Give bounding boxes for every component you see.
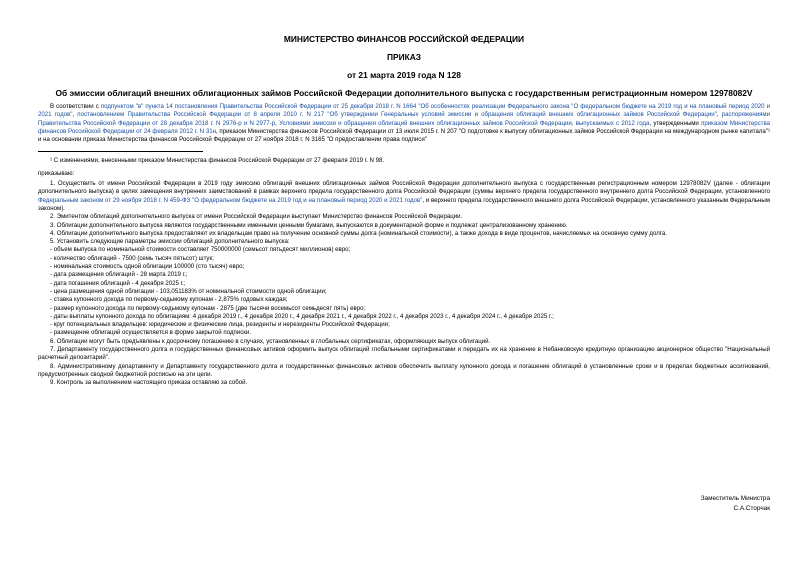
signatory-position: Заместитель Министра xyxy=(700,495,770,502)
preamble-text: , утвержденными xyxy=(649,119,702,127)
item-5: 5. Установить следующие параметры эмиссии облигаций дополнительного выпуска: xyxy=(50,238,290,246)
item-6: 6. Облигации могут быть предъявлены к досрочному погашению в случаях, установленных в глобальных сертификатах, оформляющих выпуск облигаций. xyxy=(50,337,491,345)
preamble-text: В соответствии с xyxy=(50,103,101,110)
preamble-text: , xyxy=(72,111,78,119)
link-federal-law-459fz[interactable]: Федеральным законом от 29 ноября 2018 г. N 459-ФЗ "О федеральном бюджете на 2019 год и на плановый период 2020 и 2021 годов" xyxy=(38,196,423,204)
preamble-text: , xyxy=(716,111,722,119)
link-minfin-order-31n[interactable]: приказом Министерства финансов Российской Федерации от 24 февраля 2012 г. N 31н xyxy=(38,119,771,135)
preamble-text: , приказом Министерства финансов Российской Федерации от 13 июля 2015 г. N 207 "О подготовке к выпуску облигационных займов Российской Федерации на международном рынке капитала"¹ и на основании приказа Министерства финансов Российской Федерации от 27 ноября 2018 г. N 3165 "О предоставлении права подписи" xyxy=(38,127,770,144)
list-item: - дата погашения облигаций - 4 декабря 2025 г.; xyxy=(50,279,186,287)
link-government-decree-217[interactable]: постановлением Правительства Российской Федерации от 8 апреля 2010 г. N 217 "Об утверждении Генеральных условий эмиссии и обращения облигаций внешних облигационных займов Российской Федерации" xyxy=(77,111,717,119)
preamble-text: , xyxy=(275,119,280,127)
signature-block xyxy=(630,494,770,514)
order-date-number: от 21 марта 2019 года N 128 xyxy=(347,70,461,80)
list-item: - ставка купонного дохода по первому-седьмому купонам - 2,875% годовых каждая; xyxy=(50,296,288,304)
list-item: - размещение облигаций осуществляется в форме закрытой подписки. xyxy=(50,329,252,337)
item-text: , и верхнего предела государственного внешнего долга Российской Федерации, установленного указанным Федеральным законом). xyxy=(38,196,770,212)
preamble-paragraph xyxy=(38,103,770,144)
link-government-decree-1664[interactable]: подпунктом "в" пункта 14 постановления Правительства Российской Федерации от 25 декабря 2018 г. N 1664 "Об особенностях реализации Федерального закона "О федеральном бюджете на 2019 год и на плановый период 2020 и 2021 годов" xyxy=(38,103,771,119)
list-item: - количество облигаций - 7500 (семь тысяч пятьсот) штук; xyxy=(50,254,214,262)
item-3: 3. Облигации дополнительного выпуска являются государственными именными ценными бумагами, выпускаются в документарной форме и подлежат централизованному хранению. xyxy=(50,221,568,229)
orders-word: приказываю: xyxy=(38,169,75,177)
issue-parameters-list xyxy=(38,246,770,337)
signatory-name: С.А.Сторчак xyxy=(733,505,770,512)
link-issue-conditions[interactable]: Условиями эмиссии и обращения облигаций внешних облигационных займов Российской Федерации, выпускаемых с 2012 года xyxy=(279,119,650,127)
list-item: - цена размещения одной облигации - 103,051183% от номинальной стоимости одной облигации; xyxy=(50,287,327,295)
document-page xyxy=(38,34,770,388)
item-1 xyxy=(38,180,770,213)
item-4: 4. Облигации дополнительного выпуска предоставляют их владельцам право на получение основной суммы долга (номинальной стоимости), а также дохода в виде процентов, начисляемых на основную сумму долга. xyxy=(50,229,667,237)
item-9: 9. Контроль за выполнением настоящего приказа оставляю за собой. xyxy=(50,379,248,387)
ministry-heading: МИНИСТЕРСТВО ФИНАНСОВ РОССИЙСКОЙ ФЕДЕРАЦИИ xyxy=(283,34,525,44)
footnote: ¹ С изменениями, внесенными приказом Министерства финансов Российской Федерации от 27 февраля 2019 г. N 98. xyxy=(50,157,385,165)
list-item: - даты выплаты купонного дохода по облигациям: 4 декабря 2019 г., 4 декабря 2020 г., 4 декабря 2021 г., 4 декабря 2022 г., 4 декабря 2023 г., 4 декабря 2024 г., 4 декабря 2025 г.; xyxy=(50,312,554,320)
list-item: - дата размещения облигаций - 28 марта 2019 г.; xyxy=(50,271,188,279)
list-item: - размер купонного дохода по первому-седьмому купонам - 2875 (две тысячи восемьсот семьдесят пять) евро; xyxy=(50,304,366,312)
footnote-divider xyxy=(38,151,203,152)
list-item: - объем выпуска по номинальной стоимости составляет 750000000 (семьсот пятьдесят миллионов) евро; xyxy=(50,246,351,254)
list-item: - круг потенциальных владельцев: юридические и физические лица, резиденты и нерезиденты Российской Федерации; xyxy=(50,321,390,329)
order-heading: ПРИКАЗ xyxy=(386,52,422,62)
link-government-orders-2976-2977[interactable]: распоряжениями Правительства Российской Федерации от 28 декабря 2018 г. N 2976-р и N 2977-р xyxy=(38,111,770,127)
item-8: 8. Административному департаменту и Департаменту государственного долга и государственных финансовых активов обеспечить выплату купонного дохода и погашение облигаций в установленные сроки и в пределах бюджетных ассигнований, предусмотренных сводной бюджетной росписью на эти цели. xyxy=(38,362,770,378)
list-item: - номинальная стоимость одной облигации 100000 (сто тысяч) евро; xyxy=(50,263,245,271)
item-7: 7. Департаменту государственного долга и государственных финансовых активов оформить выпуск облигаций глобальными сертификатами и передать их на хранение в Небанковскую кредитную организацию акционерное общество "Национальный расчетный депозитарий". xyxy=(38,346,770,362)
document-title: Об эмиссии облигаций внешних облигационных займов Российской Федерации дополнительного выпуска с государственным регистрационным номером 12978082V xyxy=(55,88,753,98)
item-2: 2. Эмитентом облигаций дополнительного выпуска от имени Российской Федерации выступает Министерство финансов Российской Федерации. xyxy=(50,213,463,221)
item-text: 1. Осуществить от имени Российской Федерации в 2019 году эмиссию облигаций внешних облигационных займов Российской Федерации дополнительного выпуска с государственным регистрационным номером 12978082V (далее - облигации дополнительного выпуска) в целях замещения внутренних заимствований в рамках верхнего предела государственного долга Российской Федерации (суммы верхнего предела государственного внутреннего долга Российской Федерации, установленного xyxy=(38,180,770,196)
